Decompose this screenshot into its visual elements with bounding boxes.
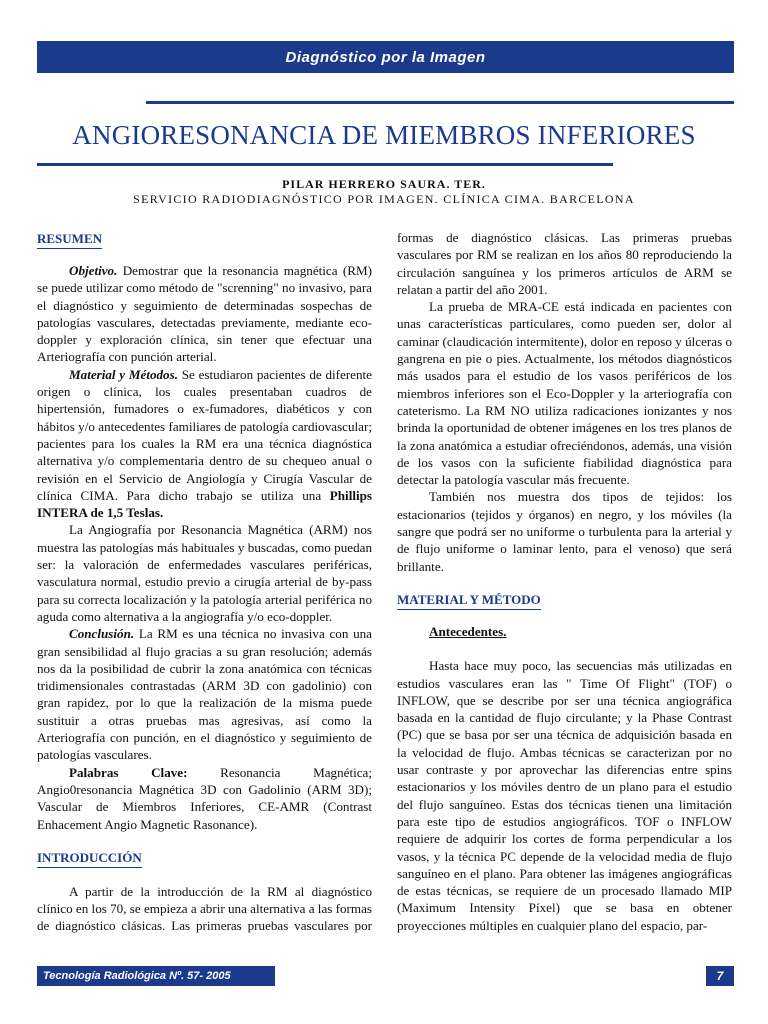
title-rule-bottom [37,163,613,166]
conclusion-paragraph [37,625,372,763]
article-author: PILAR HERRERO SAURA. TER. [282,177,486,191]
intro-paragraph-1-continued: formas de diagnóstico clásicas. Las primeras pruebas vasculares por RM se realizan en los años 80 reproduciendo la circulación sanguínea y los primeros artículos de ARM se relatan a partir del año 2001. [397,230,732,297]
conclusion-label: Conclusión. [69,626,135,642]
arm-paragraph: La Angiografía por Resonancia Magnética (ARM) nos muestra las patologías más habituales y buscadas, como puedan ser: la valoración de enfermedades vasculares periféricas, vasculatura normal, estudio previo a cirugía arterial de by-pass para su correcta localización y la patología arterial periférica no aguda como alternativa a la angiografía y/o eco-doppler. [37,522,372,624]
footer-journal-bar [37,966,275,986]
keywords-text: Resonancia Magnética; Angio0resonancia Magnética 3D con Gadolinio (ARM 3D); Vascular de Miembros Inferiores, CE-AMR (Contrast Enhacement Angio Magnetic Rasonance). [37,764,372,832]
article-affiliation: SERVICIO RADIODIAGNÓSTICO POR IMAGEN. CLÍNICA CIMA. BARCELONA [133,192,635,206]
objetivo-paragraph [37,262,372,366]
conclusion-text: La RM es una técnica no invasiva con una gran sensibilidad al flujo gracias a su gran resolución; además nos da la posibilidad de cubrir la zona anatómica con técnicas tridimensionales contrastadas (ARM 3D con gadolinio) con gran rapidez, por lo que la realización de la misma puede sustituir a otras pruebas mas agresivas, así como la Arteriografía con punción, en el diagnóstico y seguimiento de patologías vasculares. [37,626,372,763]
objetivo-label: Objetivo. [69,263,118,278]
section-header-bar [37,41,734,73]
keywords-paragraph [37,764,372,833]
intro-paragraph-3: También nos muestra dos tipos de tejidos: los estacionarios (tejidos y órganos) en negro, y los móviles (la sangre que podrá ser no uniforme o turbulenta para la arterial y de flujo uniforme o laminar lento, para el venoso) que será brillante. [397,489,732,574]
keywords-label: Palabras Clave: [69,764,188,780]
material-label: Material y Métodos. [69,366,178,382]
material-text: Se estudiaron pacientes de diferente origen o clínica, los cuales presentaban cuadros de hipertensión, fumadores o ex-fumadores, diabéticos y con hábitos y/o antecedentes familiares de patología cardiovascular; pacientes para los cuales la RM era una técnica diagnóstica alternativa y/o complementaria dentro de su chequeo anual o revisión en el Servicio de Angiología y Cirugía Vascular de clínica CIMA. Para dicho trabajo se utiliza una [37,366,372,503]
objetivo-text: Demostrar que la resonancia magnética (RM) se puede utilizar como método de "screnning" no invasivo, para el diagnóstico y seguimiento de determinadas sospechas de patologías vasculares, detectadas previamente, mediante eco-doppler y exploración clínica, sin tener que efectuar una Arteriografía con punción arterial. [37,263,372,365]
material-paragraph [37,366,372,522]
title-rule-top [146,101,734,104]
antecedentes-subheading: Antecedentes. [429,623,507,639]
right-column [397,230,732,952]
section-title: Diagnóstico por la Imagen [285,48,486,66]
introduccion-heading: INTRODUCCIÓN [37,849,372,867]
antecedentes-paragraph: Hasta hace muy poco, las secuencias más utilizadas en estudios vasculares eran las " Time Of Flight" (TOF) o INFLOW, que se describe por ser una técnica angiográfica basada en la cantidad de flujo circulante; y la Phase Contrast (PC) que se basa por ser una técnica de adquisición basada en la velocidad de flujo. Ambas técnicas se caracterizan por no usar contraste y por aprovechar las diferencias entre spins estacionarios y los móviles dentro de un plano para el estudio del flujo sanguíneo. Estas dos técnicas tienen una limitación para este tipo de estudios angiográficos. TOF o INFLOW requiere de adquirir los cortes de forma perpendicular a los vasos, y la técnica PC depende de la velocidad media de flujo sanguíneo en el plano. Para obtener las imágenes angiográficas de estas técnicas, se requiere de un procesado llamado MIP (Maximum Intensity Píxel) que se basa en obtener proyecciones múltiples en cualquier plano del espacio, par- [397,658,732,933]
intro-paragraph-1: A partir de la introducción de la RM al diagnóstico clínico en los 70, se empieza a abrir una alternativa a las formas de diagnóstico clásicas. Las primeras pruebas vasculares por [37,883,372,934]
resumen-heading: RESUMEN [37,230,372,248]
material-heading: MATERIAL Y MÉTODO [397,591,732,609]
intro-paragraph-2: La prueba de MRA-CE está indicada en pacientes con unas características particulares, como pueden ser, dolor al caminar (claudicación intermitente), dolor en reposo y úlceras o gangrena en pie o pies. Actualmente, los métodos diagnósticos más usados para el estudio de los vasos periféricos de los miembros inferiores son el Eco-Doppler y la arteriografía con cateterismo. La RM NO utiliza radicaciones ionizantes y nos brinda la oportunidad de obtener imágenes en los tres planos de la zona anatómica a estudiar ofreciéndonos, además, una visión de los vasos con la suficiente fiabilidad diagnóstica para detectar la patología vascular más frecuente. [397,299,732,488]
page-number: 7 [706,966,734,986]
footer-journal: Tecnología Radiológica Nº. 57- 2005 [43,970,231,982]
material-bold: Phillips INTERA de 1,5 Teslas. [37,487,372,521]
left-column [37,230,372,952]
article-title: ANGIORESONANCIA DE MIEMBROS INFERIORES [72,120,696,150]
